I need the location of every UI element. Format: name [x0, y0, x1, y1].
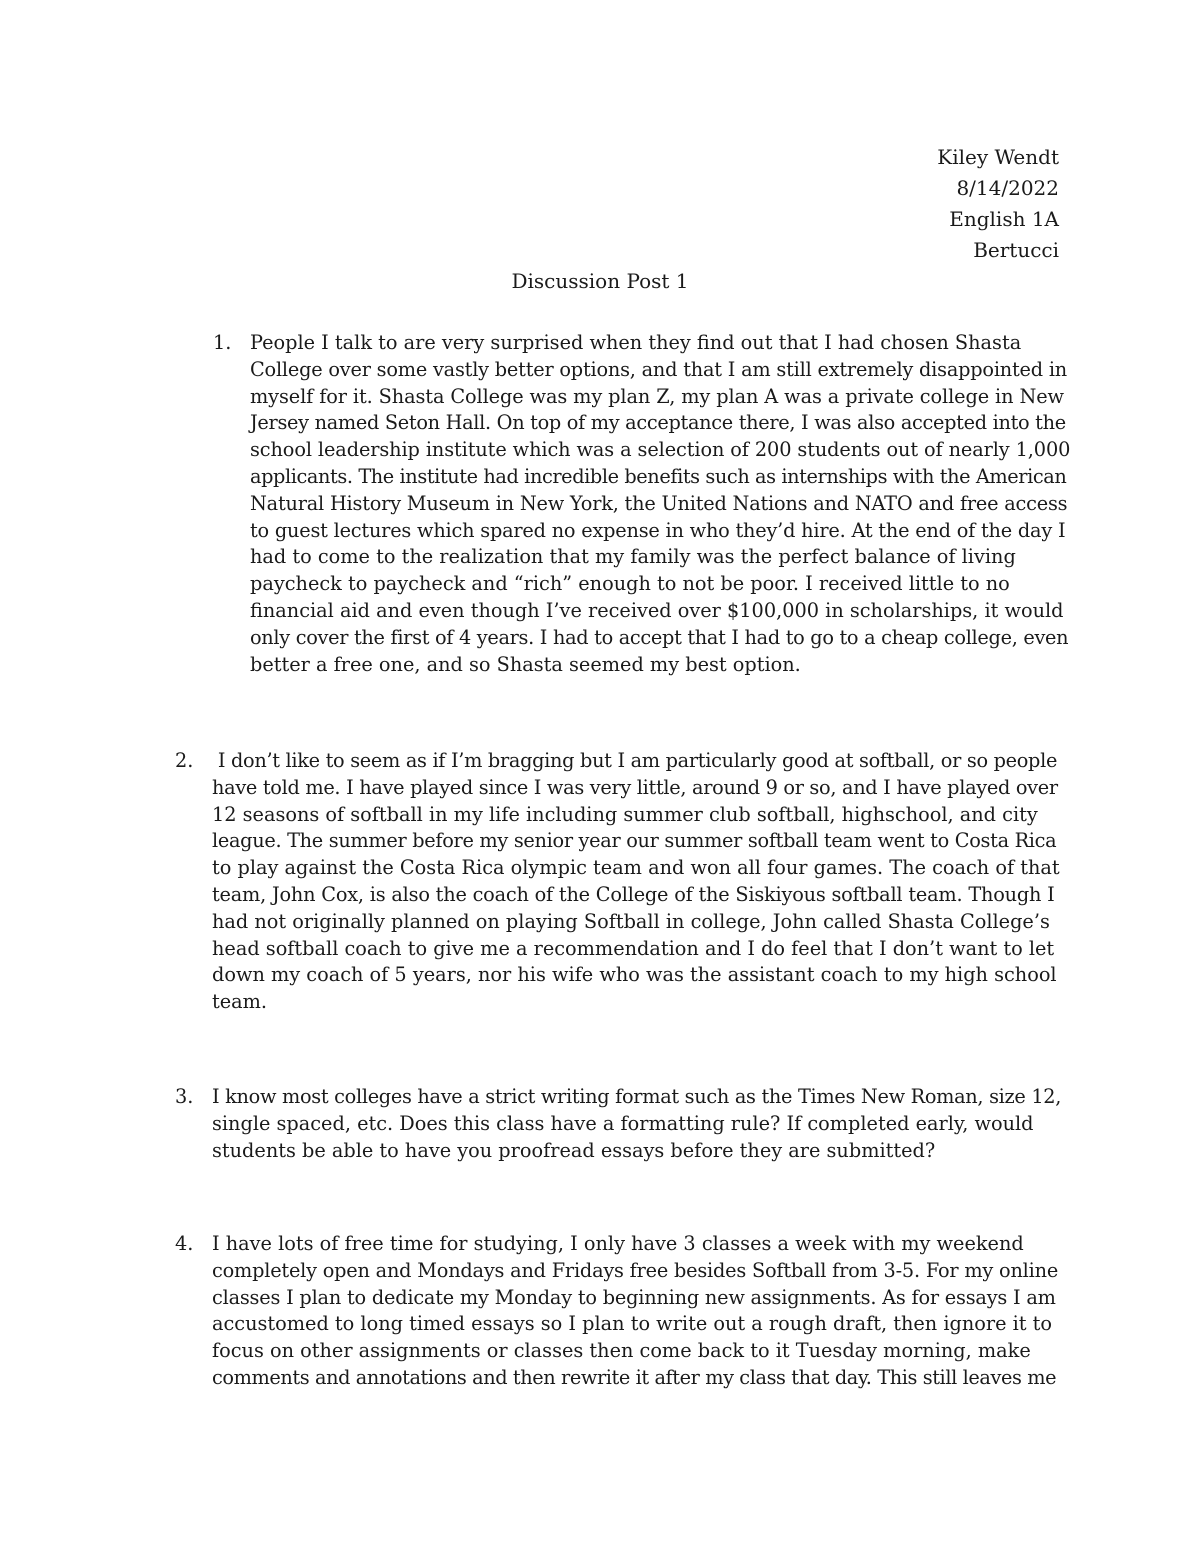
text-line: comments and annotations and then rewrite it after my class that day. This still leaves me	[212, 1365, 1057, 1389]
text-line: Jersey named Seton Hall. On top of my acceptance there, I was also accepted into the	[250, 411, 1066, 435]
list-item-text	[250, 330, 1070, 678]
text-line: financial aid and even though I’ve received over $100,000 in scholarships, it would	[250, 598, 1064, 622]
text-line: single spaced, etc. Does this class have a formatting rule? If completed early, would	[212, 1111, 1034, 1135]
text-line: classes I plan to dedicate my Monday to beginning new assignments. As for essays I am	[212, 1285, 1056, 1309]
text-line: 12 seasons of softball in my life including summer club softball, highschool, and city	[212, 802, 1038, 826]
list-item-number: 2.	[175, 749, 194, 772]
text-line: focus on other assignments or classes then come back to it Tuesday morning, make	[212, 1339, 1031, 1363]
text-line: league. The summer before my senior year our summer softball team went to Costa Rica	[212, 829, 1057, 853]
text-line: have told me. I have played since I was very little, around 9 or so, and I have played over	[212, 775, 1058, 799]
text-line: school leadership institute which was a selection of 200 students out of nearly 1,000	[250, 438, 1071, 462]
text-line: College over some vastly better options, and that I am still extremely disappointed in	[250, 357, 1068, 381]
list-item-text	[212, 748, 1062, 1016]
text-line: team.	[212, 990, 268, 1014]
text-line: I know most colleges have a strict writing format such as the Times New Roman, size 12,	[212, 1085, 1062, 1108]
submission-date: 8/14/2022	[956, 176, 1059, 200]
text-line: had to come to the realization that my family was the perfect balance of living	[250, 545, 1016, 569]
text-line: accustomed to long timed essays so I plan to write out a rough draft, then ignore it to	[212, 1312, 1053, 1336]
text-line: only cover the first of 4 years. I had to accept that I had to go to a cheap college, even	[250, 625, 1069, 649]
text-line: to play against the Costa Rica olympic team and won all four games. The coach of that	[212, 856, 1060, 880]
text-line: head softball coach to give me a recommendation and I do feel that I don’t want to let	[212, 936, 1055, 960]
text-line: I have lots of free time for studying, I only have 3 classes a week with my weekend	[212, 1232, 1024, 1255]
author-name: Kiley Wendt	[937, 145, 1059, 169]
list-item-number: 4.	[175, 1232, 194, 1255]
text-line: completely open and Mondays and Fridays free besides Softball from 3-5. For my online	[212, 1258, 1059, 1282]
text-line: People I talk to are very surprised when they find out that I had chosen Shasta	[250, 331, 1022, 354]
text-line: to guest lectures which spared no expense in who they’d hire. At the end of the day I	[250, 518, 1066, 542]
course-name: English 1A	[949, 207, 1059, 231]
list-item	[175, 748, 1062, 1016]
text-line: I don’t like to seem as if I’m bragging but I am particularly good at softball, or so people	[212, 749, 1058, 772]
text-line: paycheck to paycheck and “rich” enough to not be poor. I received little to no	[250, 572, 1010, 596]
text-line: students be able to have you proofread essays before they are submitted?	[212, 1138, 936, 1162]
text-line: had not originally planned on playing Softball in college, John called Shasta College’s	[212, 909, 1050, 933]
text-line: down my coach of 5 years, nor his wife who was the assistant coach to my high school	[212, 963, 1057, 987]
instructor-name: Bertucci	[973, 238, 1059, 262]
text-line: team, John Cox, is also the coach of the College of the Siskiyous softball team. Though I	[212, 882, 1055, 906]
list-item	[175, 1084, 1062, 1164]
list-item-number: 1.	[213, 331, 232, 354]
list-item-number: 3.	[175, 1085, 194, 1108]
text-line: myself for it. Shasta College was my plan Z, my plan A was a private college in New	[250, 384, 1064, 408]
list-item-text	[212, 1084, 1062, 1164]
text-line: better a free one, and so Shasta seemed my best option.	[250, 652, 801, 676]
document-title: Discussion Post 1	[511, 269, 689, 293]
list-item	[213, 330, 1071, 678]
text-line: Natural History Museum in New York, the United Nations and NATO and free access	[250, 491, 1068, 515]
header-block	[937, 142, 1059, 266]
text-line: applicants. The institute had incredible benefits such as internships with the American	[250, 464, 1067, 488]
list-item-text	[212, 1231, 1062, 1392]
list-item	[175, 1231, 1062, 1392]
